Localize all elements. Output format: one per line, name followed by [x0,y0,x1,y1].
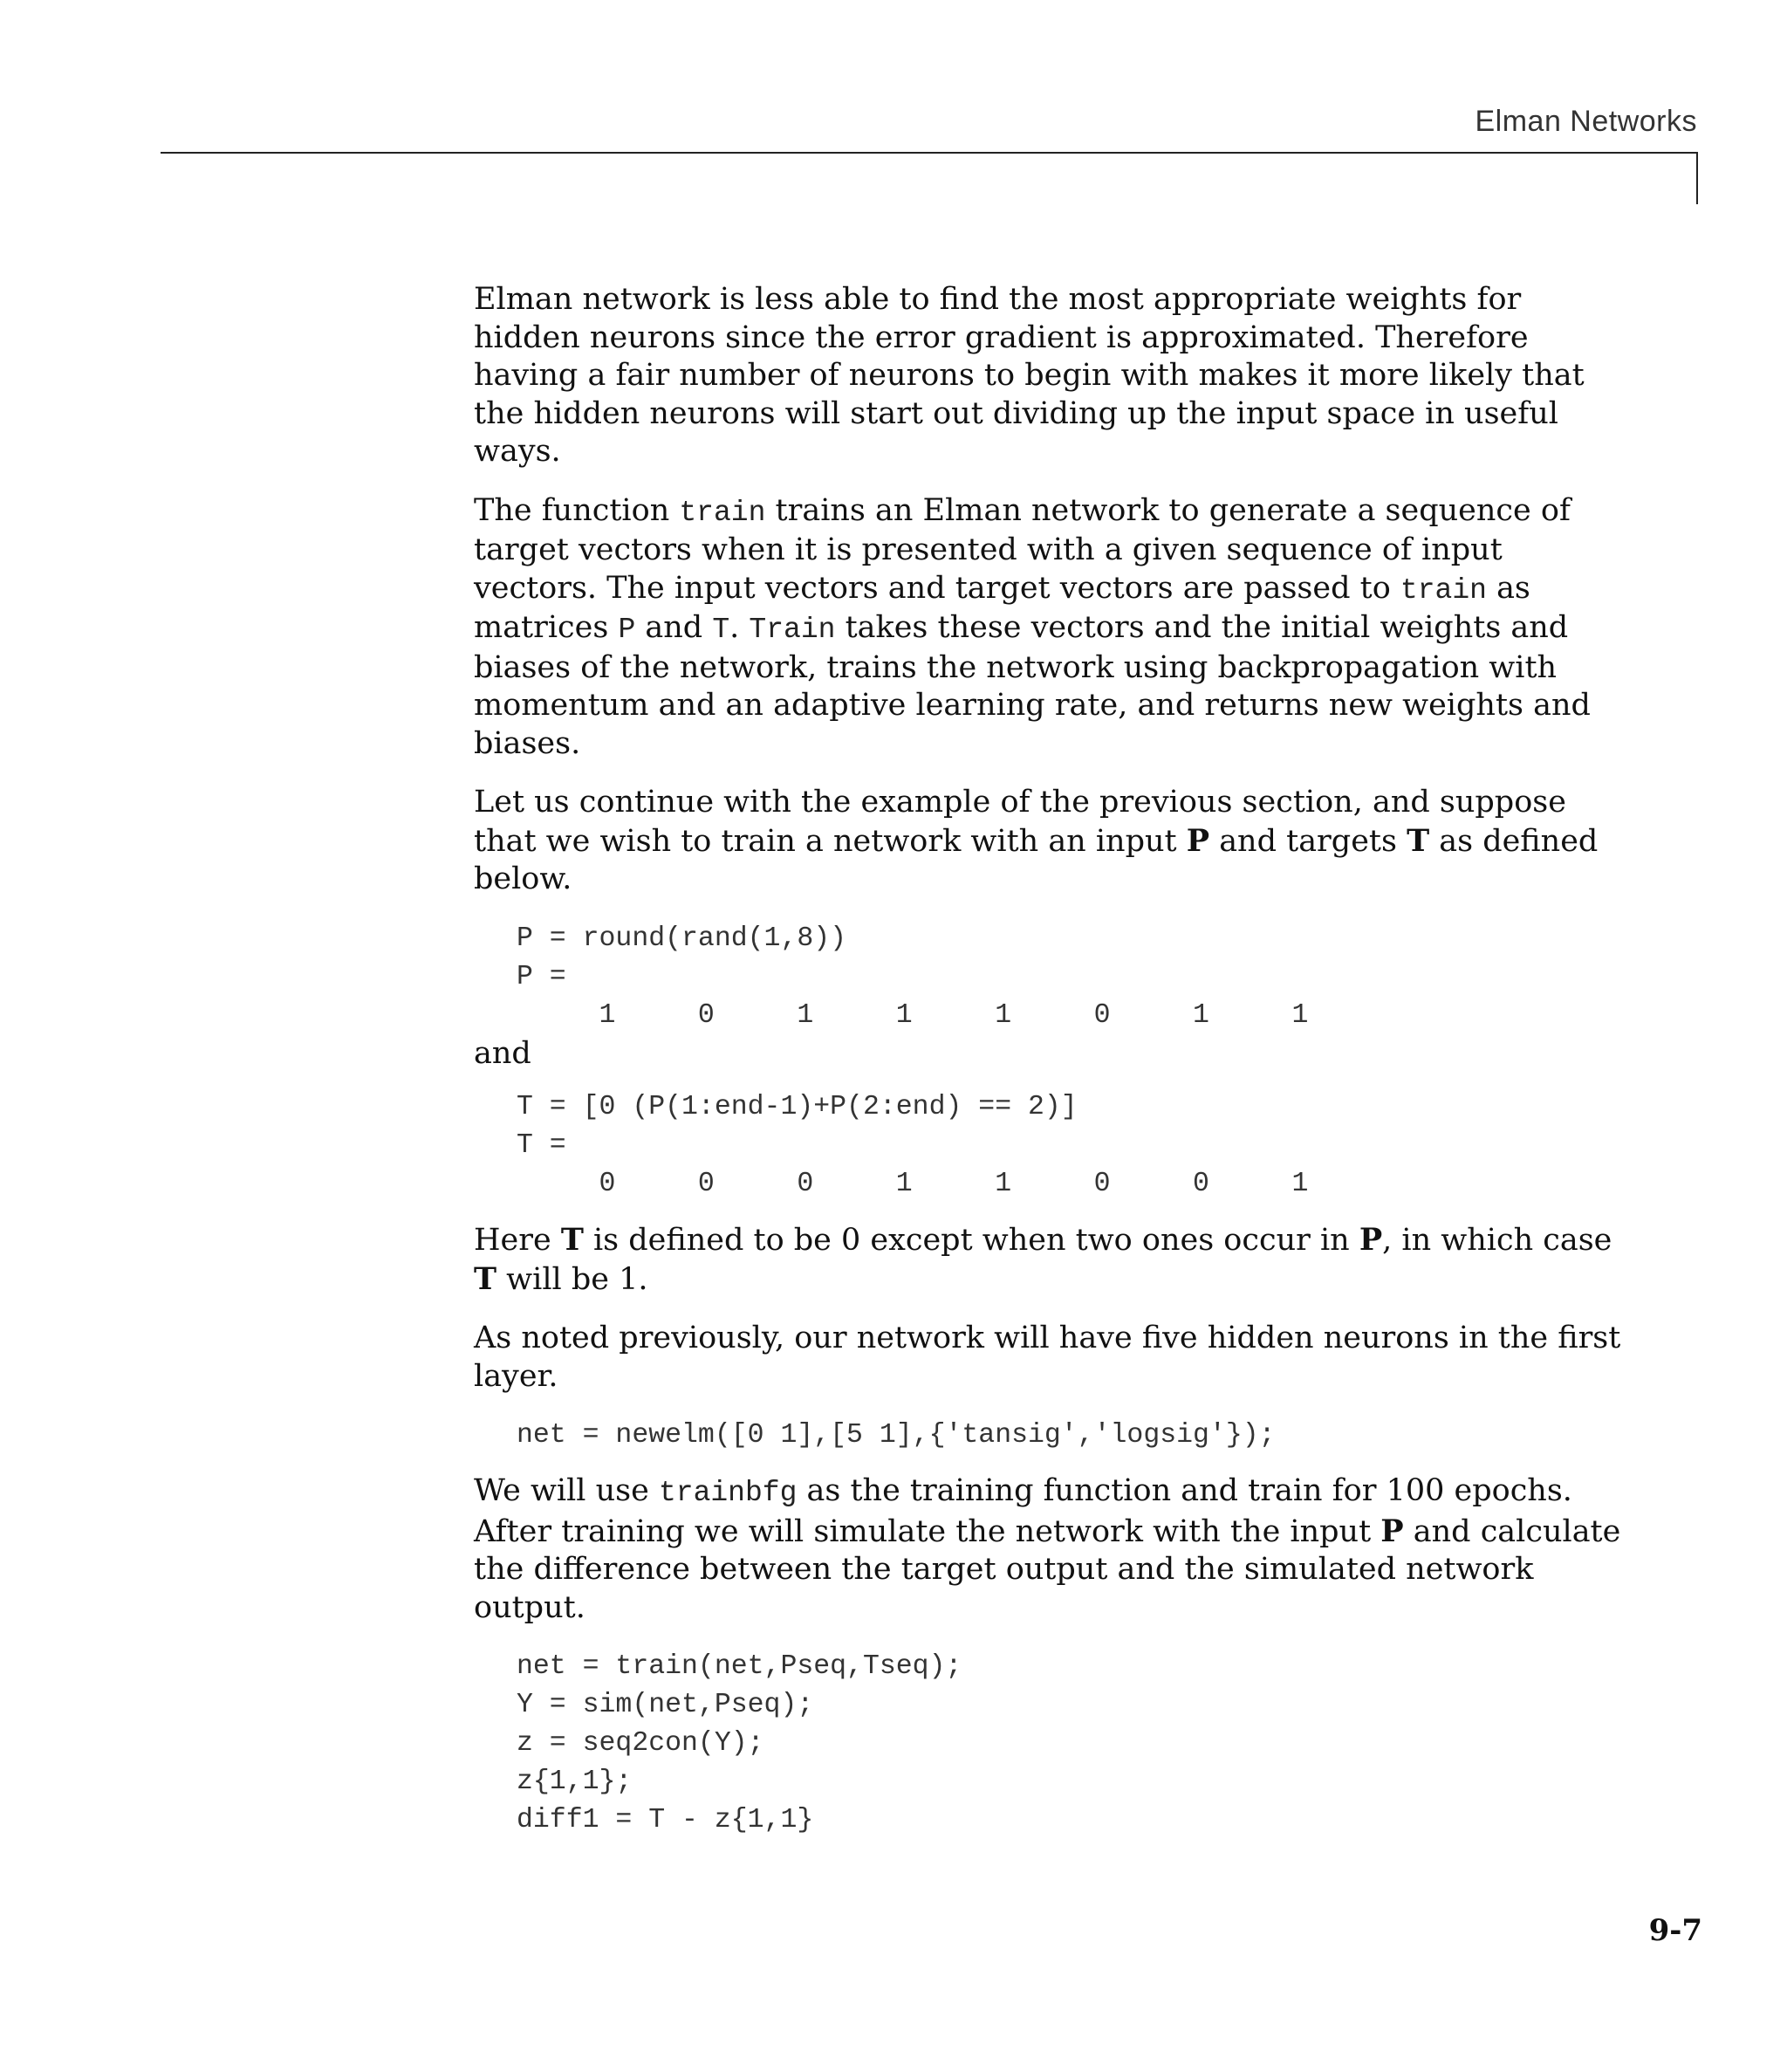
connector-word-and: and [474,1035,531,1071]
text-run: trains an Elman network to generate a sequence of target vectors when it is presented with a given sequence of input vectors. The input vectors and target vectors are passed to [474,492,1571,606]
paragraph-hidden-layer: As noted previously, our network will have five hidden neurons in the first layer. [474,1321,1621,1394]
text-run: . [729,610,750,645]
bold-symbol-p: P [1380,1513,1404,1549]
paragraph-train-function [474,492,1626,764]
bold-symbol-t: T [474,1260,497,1297]
text-run: We will use [474,1473,659,1508]
code-block-train-simulate: net = train(net,Pseq,Tseq); Y = sim(net,Pseq); z = seq2con(Y); z{1,1}; diff1 = T - z{1,1} [517,1651,962,1835]
text-run: , in which case [1382,1223,1612,1258]
code-block-define-p: P = round(rand(1,8)) P = 1 0 1 1 1 0 1 1 [517,923,1309,1031]
text-run: The function [474,492,680,528]
paragraph-hidden-neurons: Elman network is less able to find the most appropriate weights for hidden neurons since the error gradient is approximated. Therefore having a fair number of neurons to begin with makes it more likely that the hidden neurons will start out dividing up the input space in useful ways. [474,282,1585,469]
page-content [474,281,1626,1857]
page-number: 9-7 [1648,1913,1702,1948]
text-run: will be 1. [496,1261,648,1297]
text-run: and [635,610,713,645]
paragraph-t-definition [474,1221,1626,1299]
text-run: as the training function and train for 100 epochs. After training we will simulate the network with the input [474,1473,1572,1549]
text-run: takes these vectors and the initial weights and biases of the network, trains the network using backpropagation with momentum and an adaptive learning rate, and returns new weights and biases. [474,610,1591,761]
header-rule-tick [1696,152,1698,204]
text-run: and calculate the difference between the target output and the simulated network output. [474,1513,1621,1625]
text-run: Here [474,1223,561,1258]
text-run: as matrices [474,570,1530,645]
code-block-newelm: net = newelm([0 1],[5 1],{'tansig','logsig'}); [517,1420,1276,1451]
running-head-title: Elman Networks [1475,105,1697,138]
bold-symbol-p: P [1186,822,1210,859]
inline-code-train: train [679,496,766,529]
text-run: as defined below. [474,823,1599,896]
text-run: Let us continue with the example of the previous section, and suppose that we wish to train a network with an input [474,785,1566,859]
paragraph-example-intro [474,784,1626,899]
code-block-define-t: T = [0 (P(1:end-1)+P(2:end) == 2)] T = 0 0 0 1 1 0 0 1 [517,1092,1309,1199]
bold-symbol-p: P [1359,1222,1383,1258]
text-run: is defined to be 0 except when two ones occur in [583,1223,1359,1258]
inline-code-train: train [1400,573,1487,607]
header-rule [161,152,1698,154]
inline-code-p: P [618,614,636,646]
text-run: and targets [1209,823,1407,859]
bold-symbol-t: T [1407,822,1430,859]
inline-code-train-capital: Train [749,614,836,646]
paragraph-training [474,1472,1626,1627]
inline-code-t: T [712,614,730,646]
bold-symbol-t: T [560,1222,584,1258]
inline-code-trainbfg: trainbfg [658,1477,798,1509]
